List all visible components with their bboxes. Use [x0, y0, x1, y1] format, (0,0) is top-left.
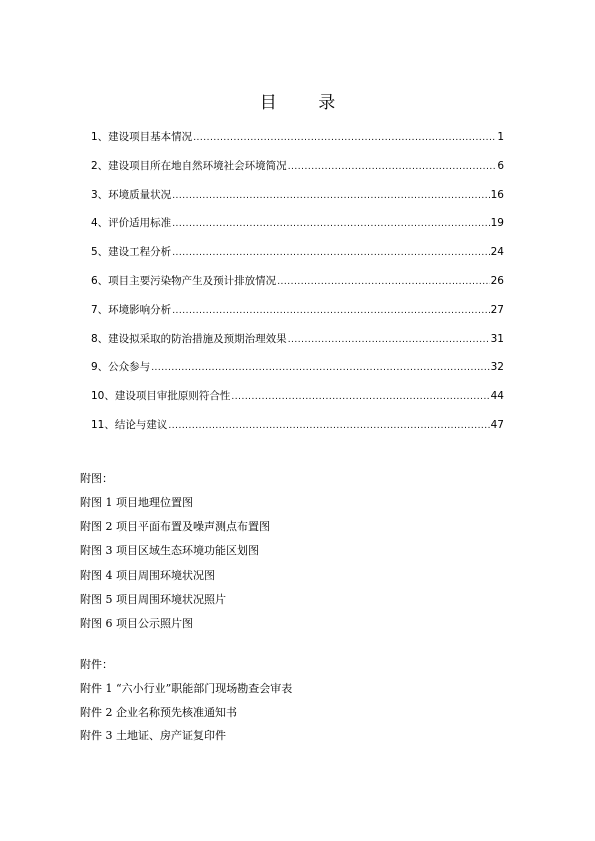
toc-entry-label: 5、建设工程分析 — [91, 246, 172, 259]
figure-item: 附图 1 项目地理位置图 — [80, 496, 193, 509]
toc-entry-4[interactable] — [91, 215, 504, 244]
attachments-list — [80, 680, 292, 751]
toc-entry-label: 10、建设项目审批原则符合性 — [91, 390, 231, 403]
toc-leader-dots — [172, 306, 489, 316]
toc-entry-7[interactable] — [91, 302, 504, 331]
figures-list — [80, 494, 270, 639]
toc-entry-10[interactable] — [91, 388, 504, 417]
toc-entry-6[interactable] — [91, 273, 504, 302]
toc-leader-dots — [288, 162, 497, 172]
toc-entry-label: 9、公众参与 — [91, 361, 151, 374]
figure-item: 附图 4 项目周围环境状况图 — [80, 568, 215, 582]
toc-entry-5[interactable] — [91, 244, 504, 273]
toc-leader-dots — [151, 363, 489, 373]
toc-entry-label: 3、环境质量状况 — [91, 188, 172, 201]
toc-leader-dots — [277, 277, 489, 287]
toc-entry-page: 26 — [490, 274, 504, 287]
figure-item: 附图 6 项目公示照片图 — [80, 616, 193, 630]
toc-leader-dots — [168, 421, 489, 431]
toc-leader-dots — [172, 248, 489, 258]
toc-entry-3[interactable] — [91, 187, 504, 216]
toc-entry-label: 11、结论与建议 — [91, 418, 168, 431]
toc-entry-page: 1 — [497, 131, 504, 143]
toc-entry-2[interactable] — [91, 158, 504, 187]
toc-entry-page: 16 — [490, 188, 504, 201]
toc-entry-label: 8、建设拟采取的防治措施及预期治理效果 — [91, 332, 287, 345]
figure-item: 附图 3 项目区域生态环境功能区划图 — [80, 544, 259, 558]
toc-leader-dots — [172, 191, 489, 201]
toc-entry-page: 32 — [490, 361, 504, 374]
toc-leader-dots — [172, 219, 489, 229]
toc-entry-11[interactable] — [91, 417, 504, 446]
toc-entry-page: 44 — [490, 390, 504, 403]
table-of-contents — [91, 129, 504, 446]
figure-item: 附图 2 项目平面布置及噪声测点布置图 — [80, 520, 270, 534]
attachments-heading: 附件： — [80, 658, 113, 671]
toc-entry-label: 2、建设项目所在地自然环境社会环境简况 — [91, 159, 287, 172]
toc-entry-page: 31 — [490, 332, 504, 345]
toc-entry-label: 1、建设项目基本情况 — [91, 131, 193, 143]
toc-entry-page: 24 — [490, 246, 504, 259]
toc-leader-dots — [231, 392, 489, 402]
page-title: 目 录 — [259, 93, 354, 113]
attachment-item: 附件 1 “六小行业”职能部门现场勘查会审表 — [80, 682, 293, 695]
toc-leader-dots — [288, 335, 490, 345]
toc-entry-page: 6 — [497, 159, 504, 172]
figure-item: 附图 5 项目周围环境状况照片 — [80, 592, 226, 606]
toc-entry-8[interactable] — [91, 331, 504, 360]
toc-leader-dots — [193, 133, 496, 143]
attachment-item: 附件 2 企业名称预先核准通知书 — [80, 705, 237, 719]
toc-entry-label: 7、环境影响分析 — [91, 303, 172, 316]
toc-entry-page: 27 — [490, 303, 504, 316]
attachment-item: 附件 3 土地证、房产证复印件 — [80, 729, 226, 742]
toc-entry-page: 47 — [490, 418, 504, 431]
toc-entry-9[interactable] — [91, 359, 504, 388]
figures-heading: 附图： — [80, 472, 113, 485]
toc-entry-label: 4、评价适用标准 — [91, 217, 172, 230]
toc-entry-label: 6、项目主要污染物产生及预计排放情况 — [91, 274, 277, 287]
toc-entry-1[interactable] — [91, 129, 504, 158]
toc-entry-page: 19 — [490, 217, 504, 230]
